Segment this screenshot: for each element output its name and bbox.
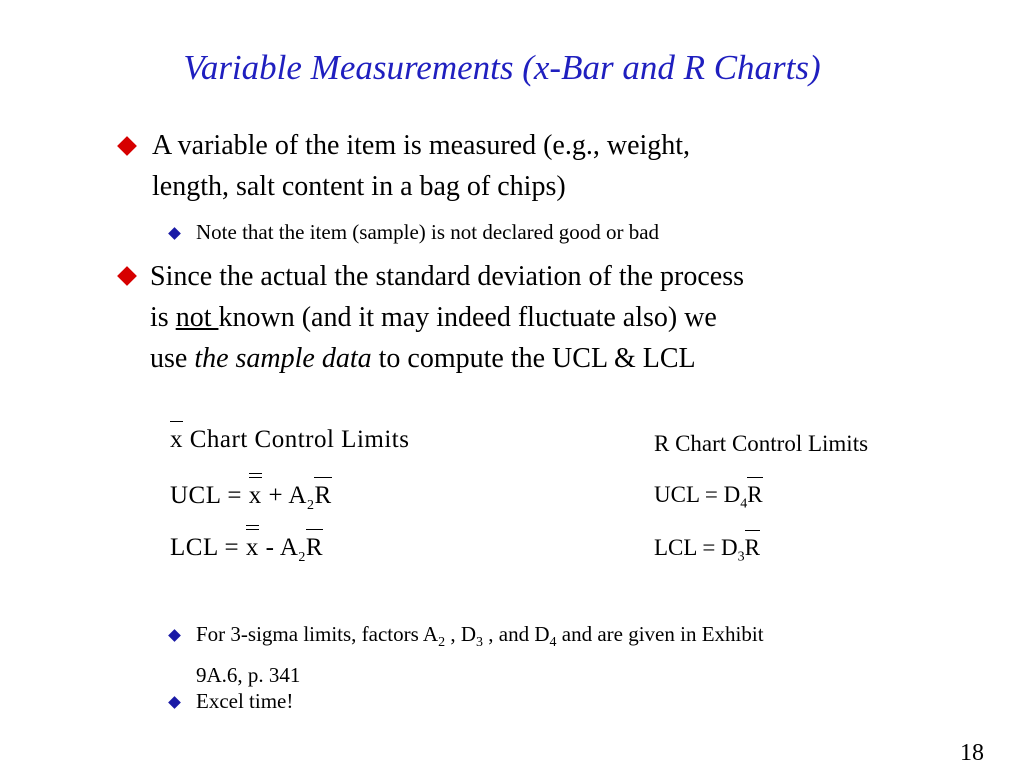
bullet-1-line-2: length, salt content in a bag of chips) — [152, 171, 566, 202]
text-span: use — [150, 343, 195, 374]
lcl-label: LCL = D — [654, 535, 738, 560]
text-span: For 3-sigma limits, factors A — [196, 622, 439, 646]
sub-bullet-2-line-2: 9A.6, p. 341 — [196, 663, 301, 688]
r-bar-symbol: R — [314, 482, 332, 509]
bullet-diamond-icon — [117, 136, 137, 156]
sub-bullet-2-line-1 — [196, 618, 764, 659]
italic-sample-data: the sample data — [194, 343, 372, 374]
r-ucl-formula — [654, 482, 763, 513]
r-bar-symbol: R — [744, 535, 761, 560]
x-double-bar-symbol: x — [245, 534, 259, 561]
text-span: and are given in Exhibit — [556, 622, 764, 646]
bullet-2-line-1: Since the actual the standard deviation of the process — [150, 261, 745, 292]
sub-bullet-diamond-icon — [168, 227, 181, 240]
r-bar-symbol: R — [747, 482, 763, 507]
bullet-1 — [152, 125, 690, 207]
xbar-chart-title — [170, 426, 409, 454]
sub-bullet-diamond-icon — [168, 629, 181, 642]
r-bar-symbol: R — [305, 534, 324, 561]
a-subscript: 2 — [306, 498, 315, 513]
ucl-label: UCL — [170, 482, 221, 509]
sub-bullet-2 — [196, 618, 764, 691]
xbar-lcl-formula — [170, 534, 323, 566]
text-span: is — [150, 302, 176, 333]
bullet-2 — [150, 256, 744, 379]
equals-sign: = — [227, 482, 242, 509]
lcl-label: LCL — [170, 534, 218, 561]
x-double-bar-symbol: x — [248, 482, 262, 509]
subscript: 2 — [438, 635, 446, 651]
page-number: 18 — [960, 740, 984, 766]
xbar-ucl-formula — [170, 482, 332, 514]
x-bar-symbol: x — [170, 426, 183, 453]
bullet-2-line-3 — [150, 338, 744, 379]
equals-sign: = — [224, 534, 240, 561]
subscript: 3 — [476, 635, 483, 651]
text-span: , and D — [483, 622, 550, 646]
sub-bullet-3: Excel time! — [196, 689, 294, 713]
sub-bullet-diamond-icon — [168, 696, 181, 709]
text-span: , D — [445, 622, 476, 646]
minus-sign: - — [265, 534, 275, 561]
underlined-not: not — [175, 302, 219, 333]
bullet-2-line-2 — [150, 297, 744, 338]
plus-sign: + — [268, 482, 284, 509]
r-chart-title: R Chart Control Limits — [654, 431, 869, 456]
a-subscript: 2 — [298, 550, 306, 565]
xbar-title-text: Chart Control Limits — [183, 426, 410, 453]
d-subscript: 4 — [740, 496, 748, 512]
ucl-label: UCL = D — [654, 482, 741, 507]
text-span: known (and it may indeed fluctuate also) we — [218, 302, 717, 333]
bullet-diamond-icon — [117, 266, 137, 286]
a-factor: A — [288, 482, 307, 509]
a-factor: A — [279, 534, 299, 561]
subscript: 4 — [549, 635, 557, 651]
sub-bullet-1: Note that the item (sample) is not declared good or bad — [196, 220, 660, 244]
slide-title: Variable Measurements (x-Bar and R Charts) — [183, 48, 821, 87]
bullet-1-line-1: A variable of the item is measured (e.g., weight, — [152, 130, 691, 161]
text-span: to compute the UCL & LCL — [371, 343, 696, 374]
r-lcl-formula — [654, 535, 760, 566]
d-subscript: 3 — [737, 549, 745, 565]
